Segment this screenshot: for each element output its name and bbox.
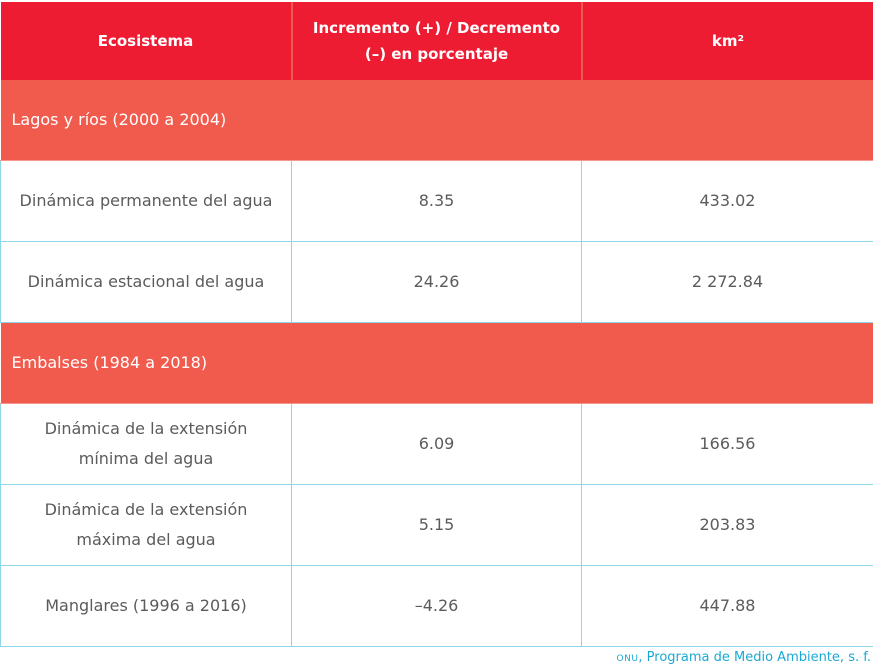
cell-km2: 166.56 bbox=[582, 404, 873, 485]
source-org: ONU bbox=[616, 654, 639, 664]
section-title: Lagos y ríos (2000 a 2004) bbox=[1, 80, 873, 161]
cell-ecosystem: Dinámica estacional del agua bbox=[1, 242, 292, 323]
ecosystem-table bbox=[0, 2, 873, 647]
cell-percent: 8.35 bbox=[292, 161, 582, 242]
cell-percent: 5.15 bbox=[292, 485, 582, 566]
section-title: Embalses (1984 a 2018) bbox=[1, 323, 873, 404]
cell-ecosystem: Dinámica de la extensión mínima del agua bbox=[1, 404, 292, 485]
header-km2: km² bbox=[582, 2, 873, 80]
cell-ecosystem: Dinámica de la extensión máxima del agua bbox=[1, 485, 292, 566]
table-row bbox=[1, 404, 873, 485]
header-ecosistema: Ecosistema bbox=[1, 2, 292, 80]
cell-km2: 2 272.84 bbox=[582, 242, 873, 323]
cell-ecosystem: Dinámica permanente del agua bbox=[1, 161, 292, 242]
cell-percent: 6.09 bbox=[292, 404, 582, 485]
cell-ecosystem: Manglares (1996 a 2016) bbox=[1, 566, 292, 647]
cell-km2: 447.88 bbox=[582, 566, 873, 647]
cell-km2: 433.02 bbox=[582, 161, 873, 242]
table-row bbox=[1, 485, 873, 566]
table-row bbox=[1, 242, 873, 323]
cell-km2: 203.83 bbox=[582, 485, 873, 566]
source-text: , Programa de Medio Ambiente, s. f. bbox=[638, 650, 871, 665]
table-row bbox=[1, 566, 873, 647]
section-row bbox=[1, 80, 873, 161]
header-porcentaje: Incremento (+) / Decremento (–) en porcentaje bbox=[292, 2, 582, 80]
cell-percent: 24.26 bbox=[292, 242, 582, 323]
source-caption bbox=[617, 650, 871, 665]
header-row bbox=[1, 2, 873, 80]
cell-percent: –4.26 bbox=[292, 566, 582, 647]
section-row bbox=[1, 323, 873, 404]
table-row bbox=[1, 161, 873, 242]
